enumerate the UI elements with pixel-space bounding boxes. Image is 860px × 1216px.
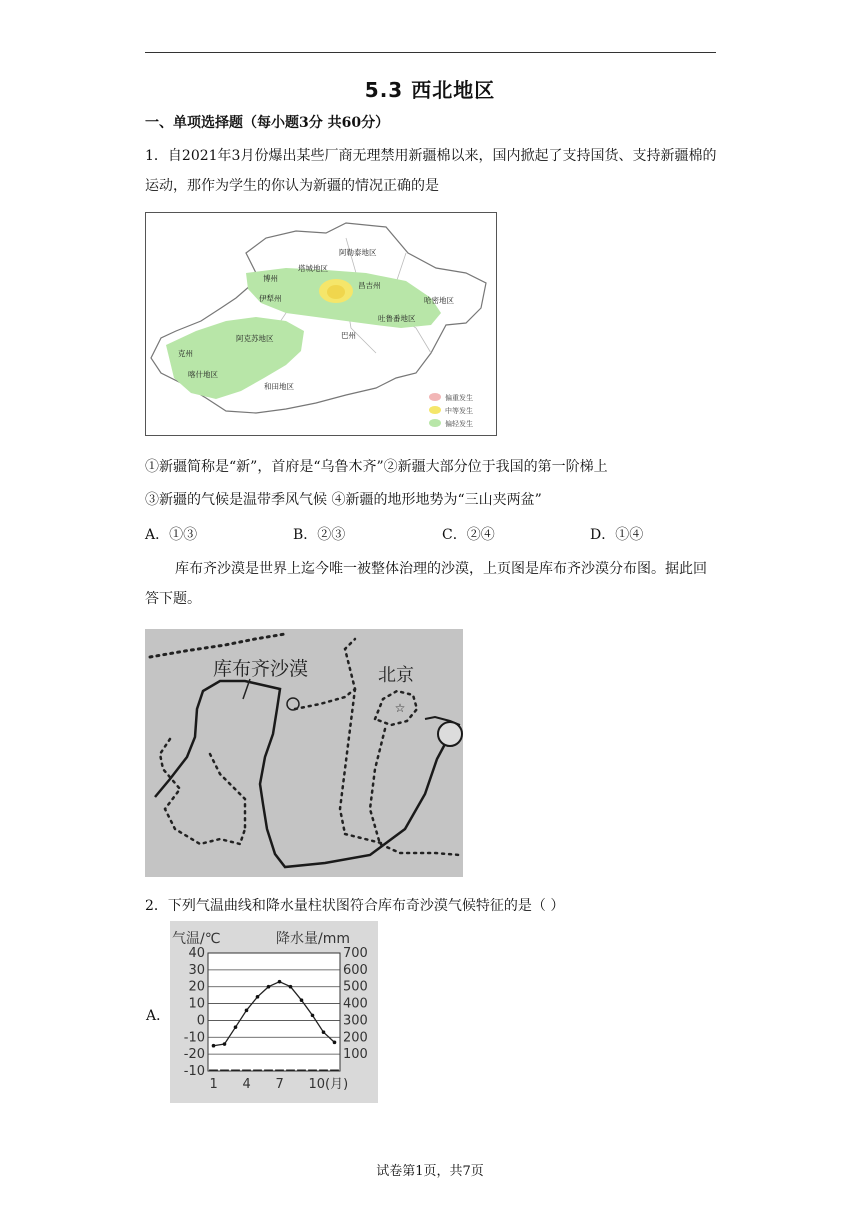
page-footer: 试卷第1页，共7页: [376, 1164, 484, 1179]
question-1-stem: 1．自2021年3月份爆出某些厂商无理禁用新疆棉以来，国内掀起了支持国货、支持新疆棉的运动，那作为学生的你认为新疆的情况正确的是: [145, 148, 717, 194]
option-b[interactable]: B．②③: [293, 527, 346, 543]
ytick-left: 40: [188, 946, 205, 961]
legend-medium: 中等发生: [445, 407, 473, 415]
legend-swatch-medium: [429, 406, 441, 414]
ytick-right: 200: [343, 1030, 368, 1046]
statements-line-1: ①新疆简称是“新”，首府是“乌鲁木齐”②新疆大部分位于我国的第一阶梯上: [145, 459, 608, 475]
temperature-point: [245, 1009, 249, 1013]
medium-area-core: [327, 285, 345, 299]
temperature-point: [300, 998, 304, 1002]
ylabel-left: 气温/℃: [172, 931, 221, 947]
kubuqi-map-graphic: [145, 629, 463, 877]
ytick-right: 500: [343, 979, 368, 995]
precip-bar: [319, 1070, 328, 1072]
temperature-point: [234, 1025, 238, 1029]
climate-chart: [170, 921, 378, 1103]
map-label-bozhou: 博州: [263, 274, 278, 283]
temperature-point: [333, 1041, 337, 1045]
ytick-left: 20: [188, 979, 205, 995]
temperature-point: [289, 985, 293, 989]
map-label-aksu: 阿克苏地区: [236, 334, 274, 343]
temperature-point: [311, 1014, 315, 1018]
ytick-right: 700: [343, 946, 368, 961]
map-label-turpan: 吐鲁番地区: [378, 314, 416, 323]
ytick-right: 600: [343, 962, 368, 978]
precip-bar: [330, 1070, 339, 1072]
page-title: 5.3 西北地区: [364, 78, 496, 102]
section-heading: 一、单项选择题（每小题3分 共60分）: [145, 115, 390, 131]
map-label-altay: 阿勒泰地区: [339, 248, 377, 257]
precip-bar: [231, 1070, 240, 1072]
map-label-hami: 哈密地区: [424, 296, 454, 305]
map-label-yili: 伊犁州: [259, 294, 282, 303]
ytick-left: -10: [183, 1030, 205, 1046]
precip-bar: [220, 1070, 229, 1072]
question-2-stem: 2．下列气温曲线和降水量柱状图符合库布奇沙漠气候特征的是（ ）: [145, 898, 565, 914]
precip-bar: [264, 1070, 273, 1072]
ytick-left: 0: [196, 1013, 205, 1029]
legend-swatch-light: [429, 419, 441, 427]
map-legend: [429, 393, 473, 428]
map-label-tacheng: 塔城地区: [298, 264, 328, 273]
question-1-options: [145, 524, 725, 544]
map-label-kezhou: 克州: [178, 349, 193, 358]
ytick-right: 400: [343, 996, 368, 1012]
precip-bar: [308, 1070, 317, 1072]
question-2-option-a[interactable]: A．: [146, 1008, 171, 1024]
ytick-right: 100: [343, 1047, 368, 1063]
map-label-kashgar: 喀什地区: [188, 370, 218, 379]
ytick-left: -10: [183, 1064, 205, 1079]
temperature-point: [278, 980, 282, 984]
reading-passage: 库布齐沙漠是世界上迄今唯一被整体治理的沙漠，上页图是库布齐沙漠分布图。据此回答下题。: [145, 561, 707, 607]
temperature-point: [322, 1030, 326, 1034]
legend-swatch-heavy: [429, 393, 441, 401]
map-label-bazhou: 巴州: [341, 331, 356, 340]
header-rule: [145, 52, 716, 53]
ytick-left: -20: [183, 1047, 205, 1063]
xtick: 1: [209, 1077, 218, 1092]
xinjiang-map: [145, 212, 497, 436]
kubuqi-map: [145, 629, 463, 877]
label-kubuqi: 库布齐沙漠: [213, 658, 309, 680]
xtick: 10(月): [308, 1077, 349, 1092]
plot-area: [208, 953, 340, 1071]
ytick-right: 300: [343, 1013, 368, 1029]
option-c[interactable]: C．②④: [442, 527, 495, 543]
ytick-left: 10: [188, 996, 205, 1012]
option-d[interactable]: D．①④: [590, 527, 644, 543]
bohai-circle: [438, 722, 462, 746]
precip-bar: [242, 1070, 251, 1072]
map-label-changji: 昌吉州: [358, 281, 381, 290]
legend-heavy: 偏重发生: [445, 394, 473, 402]
temperature-point: [223, 1042, 227, 1046]
map-label-hotan: 和田地区: [264, 382, 294, 391]
precip-bar: [275, 1070, 284, 1072]
temperature-point: [212, 1044, 216, 1048]
beijing-star-icon: ☆: [394, 701, 406, 715]
temperature-point: [267, 985, 271, 989]
option-a[interactable]: A．①③: [145, 527, 198, 543]
precip-bar: [253, 1070, 262, 1072]
label-beijing: 北京: [378, 665, 414, 686]
climate-chart-svg: [170, 921, 378, 1103]
xtick: 4: [242, 1077, 251, 1092]
legend-light: 偏轻发生: [445, 420, 473, 428]
temperature-point: [256, 995, 260, 999]
xinjiang-map-graphic: [146, 213, 496, 435]
statements-line-2: ③新疆的气候是温带季风气候 ④新疆的地形地势为“三山夹两盆”: [145, 492, 542, 508]
xtick: 7: [275, 1077, 284, 1092]
ytick-left: 30: [188, 962, 205, 978]
precip-bar: [209, 1070, 218, 1072]
precip-bar: [297, 1070, 306, 1072]
ylabel-right: 降水量/mm: [276, 931, 350, 947]
precip-bar: [286, 1070, 295, 1072]
